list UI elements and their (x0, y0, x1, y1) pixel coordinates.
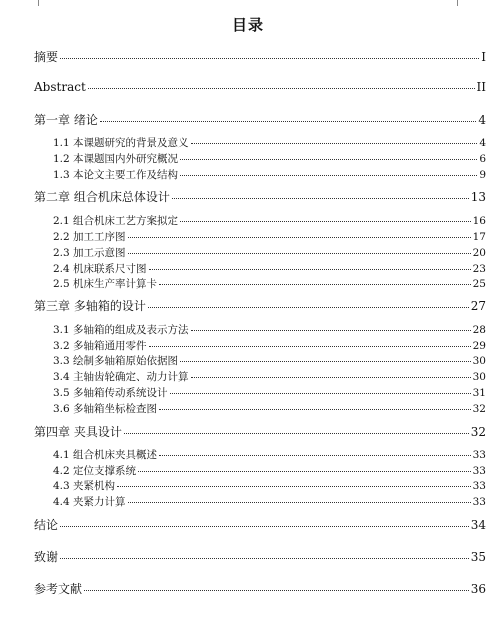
dot-leader (191, 377, 471, 378)
toc-entry-2-5[interactable] (53, 276, 486, 291)
toc-entry-label: 1.3 本论文主要工作及结构 (53, 169, 179, 181)
toc-entry-label: 致谢 (34, 550, 59, 564)
dot-leader (172, 198, 469, 199)
toc-entry-page: 4 (478, 113, 486, 127)
toc-entry-page: 33 (472, 465, 486, 477)
toc-entry-page: 23 (472, 263, 486, 275)
toc-entry-label: 第二章 组合机床总体设计 (34, 190, 170, 204)
toc-entry-page: 33 (472, 449, 486, 461)
page-corner-mark-right (457, 0, 468, 6)
toc-entry-label: 4.1 组合机床夹具概述 (53, 449, 158, 461)
toc-entry-page: II (476, 80, 486, 94)
toc-entry-2-4[interactable] (53, 261, 486, 276)
toc-entry-page: 28 (472, 324, 486, 336)
toc-entry-label: 3.1 多轴箱的组成及表示方法 (53, 324, 189, 336)
toc-entry-conclusion[interactable] (34, 516, 486, 533)
dot-leader (170, 393, 471, 394)
toc-entry-label: 3.6 多轴箱坐标检查图 (53, 403, 158, 415)
toc-entry-page: 25 (472, 278, 486, 290)
dot-leader (60, 58, 479, 59)
toc-entry-page: 34 (470, 518, 486, 532)
toc-entry-4-4[interactable] (53, 494, 486, 509)
toc-entry-label: 3.3 绘制多轴箱原始依据图 (53, 355, 179, 367)
toc-entry-3-3[interactable] (53, 353, 486, 368)
toc-entry-page: 30 (472, 355, 486, 367)
dot-leader (60, 526, 469, 527)
toc-entry-3-5[interactable] (53, 385, 486, 400)
toc-entry-label: 结论 (34, 518, 59, 532)
toc-entry-label: 参考文献 (34, 582, 83, 596)
toc-entry-label: 2.4 机床联系尺寸图 (53, 263, 147, 275)
toc-entry-abstract-cn[interactable] (34, 48, 486, 65)
toc-entry-label: 第一章 绪论 (34, 113, 98, 127)
toc-entry-chapter-4[interactable] (34, 423, 486, 440)
toc-entry-page: 33 (472, 496, 486, 508)
dot-leader (159, 409, 471, 410)
toc-entry-page: 29 (472, 340, 486, 352)
toc-entry-4-2[interactable] (53, 463, 486, 478)
toc-entry-label: 1.1 本课题研究的背景及意义 (53, 137, 189, 149)
toc-entry-3-4[interactable] (53, 369, 486, 384)
toc-entry-page: 4 (479, 137, 486, 149)
toc-entry-label: 3.5 多轴箱传动系统设计 (53, 387, 168, 399)
toc-entry-page: 30 (472, 371, 486, 383)
dot-leader (180, 361, 471, 362)
toc-entry-label: 2.5 机床生产率计算卡 (53, 278, 158, 290)
dot-leader (124, 433, 469, 434)
dot-leader (191, 330, 471, 331)
toc-entry-page: 13 (470, 190, 486, 204)
dot-leader (128, 237, 471, 238)
toc-entry-page: 27 (470, 299, 486, 313)
toc-entry-chapter-1[interactable] (34, 111, 486, 128)
toc-entry-page: 35 (470, 550, 486, 564)
toc-entry-page: 32 (470, 425, 486, 439)
toc-entry-page: 32 (472, 403, 486, 415)
toc-entry-page: 33 (472, 480, 486, 492)
toc-entry-abstract-en[interactable] (34, 80, 486, 94)
dot-leader (159, 455, 471, 456)
toc-entry-label: 3.2 多轴箱通用零件 (53, 340, 147, 352)
toc-entry-2-3[interactable] (53, 245, 486, 260)
toc-entry-label: 2.1 组合机床工艺方案拟定 (53, 215, 179, 227)
dot-leader (159, 284, 471, 285)
toc-entry-label: 3.4 主轴齿轮确定、动力计算 (53, 371, 189, 383)
dot-leader (149, 346, 471, 347)
dot-leader (60, 558, 469, 559)
toc-entry-label: 2.2 加工工序图 (53, 231, 126, 243)
toc-entry-label: 4.4 夹紧力计算 (53, 496, 126, 508)
dot-leader (148, 307, 469, 308)
toc-entry-page: 20 (472, 247, 486, 259)
toc-entry-page: 9 (479, 169, 486, 181)
toc-entry-label: 1.2 本课题国内外研究概况 (53, 153, 179, 165)
dot-leader (88, 88, 475, 89)
toc-entry-2-2[interactable] (53, 229, 486, 244)
toc-entry-page: 16 (472, 215, 486, 227)
toc-entry-label: 第四章 夹具设计 (34, 425, 122, 439)
toc-entry-label: 2.3 加工示意图 (53, 247, 126, 259)
toc-entry-chapter-2[interactable] (34, 188, 486, 205)
toc-entry-page: I (481, 50, 486, 64)
toc-entry-references[interactable] (34, 580, 486, 597)
dot-leader (180, 159, 477, 160)
dot-leader (100, 121, 477, 122)
dot-leader (180, 175, 477, 176)
dot-leader (128, 253, 471, 254)
toc-entry-acknowledgements[interactable] (34, 548, 486, 565)
toc-entry-chapter-3[interactable] (34, 297, 486, 314)
toc-entry-page: 31 (472, 387, 486, 399)
toc-entry-1-1[interactable] (53, 135, 486, 150)
dot-leader (191, 143, 478, 144)
toc-entry-4-3[interactable] (53, 478, 486, 493)
toc-entry-label: 4.3 夹紧机构 (53, 480, 116, 492)
toc-entry-label: 4.2 定位支撑系统 (53, 465, 137, 477)
dot-leader (180, 221, 471, 222)
dot-leader (84, 590, 469, 591)
toc-entry-1-2[interactable] (53, 151, 486, 166)
toc-entry-page: 36 (470, 582, 486, 596)
page-corner-mark-left (28, 0, 39, 6)
toc-entry-page: 6 (479, 153, 486, 165)
toc-entry-4-1[interactable] (53, 447, 486, 462)
toc-entry-1-3[interactable] (53, 167, 486, 182)
toc-entry-page: 17 (472, 231, 486, 243)
toc-entry-2-1[interactable] (53, 213, 486, 228)
toc-entry-label: Abstract (34, 80, 86, 94)
dot-leader (138, 471, 471, 472)
toc-entry-label: 摘要 (34, 50, 59, 64)
toc-entry-3-6[interactable] (53, 401, 486, 416)
dot-leader (117, 486, 471, 487)
toc-entry-3-1[interactable] (53, 322, 486, 337)
toc-entry-label: 第三章 多轴箱的设计 (34, 299, 146, 313)
dot-leader (149, 269, 471, 270)
toc-title: 目录 (231, 16, 264, 34)
dot-leader (128, 502, 471, 503)
toc-entry-3-2[interactable] (53, 338, 486, 353)
